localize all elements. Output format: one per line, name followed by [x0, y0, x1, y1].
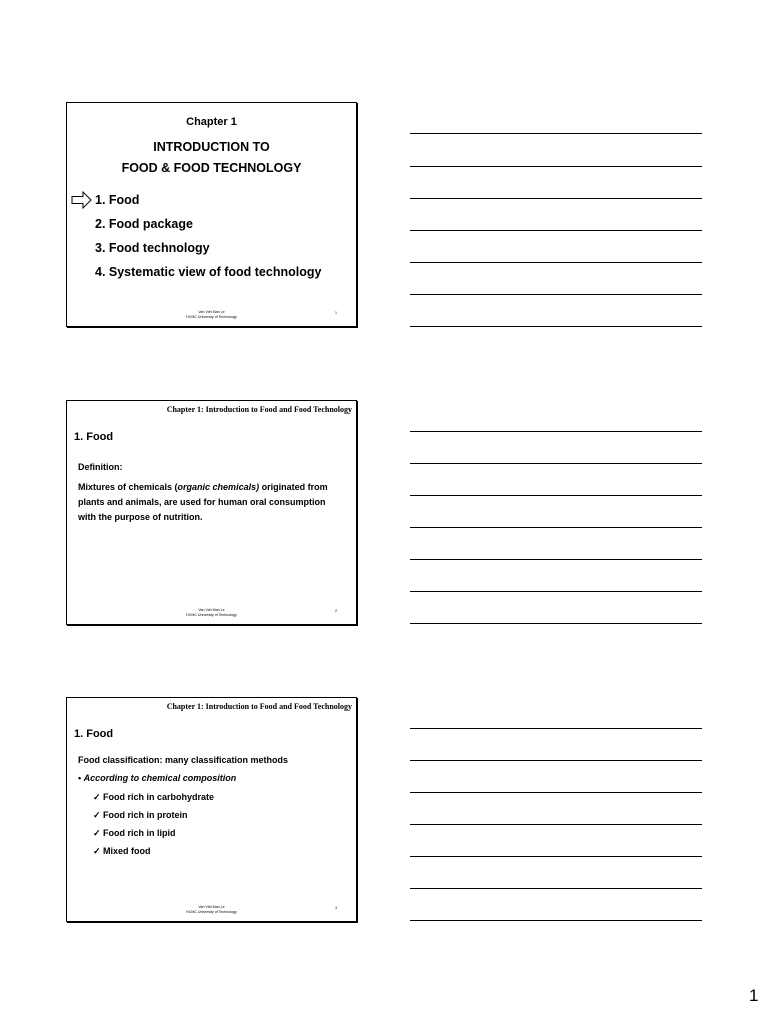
note-line [410, 463, 702, 464]
footer-university: HCMC University of Technology [186, 909, 237, 914]
slide-footer [67, 310, 356, 319]
note-line [410, 133, 702, 134]
note-line [410, 495, 702, 496]
definition-suffix: originated from plants and animals, are used for human oral consumption with the purpose of nutrition. [78, 482, 328, 522]
toc-list [95, 188, 321, 284]
slide-header: Chapter 1: Introduction to Food and Food Technology [166, 405, 352, 414]
right-arrow-icon [71, 191, 92, 209]
section-title: 1. Food [74, 728, 114, 740]
classification-intro: Food classification: many classification methods [78, 755, 289, 765]
definition-block [78, 460, 340, 530]
note-line [410, 824, 702, 825]
note-line [410, 591, 702, 592]
chapter-label: Chapter 1 [186, 116, 237, 128]
slide-1 [66, 102, 357, 327]
note-line [410, 559, 702, 560]
bullet-icon: • [78, 773, 82, 784]
check-item [78, 788, 288, 806]
check-icon: ✓ [93, 809, 101, 820]
check-item-text: Food rich in lipid [103, 828, 176, 839]
footer-author: Van Viet Man Le [198, 310, 225, 314]
classification-list [78, 751, 288, 861]
note-line [410, 326, 702, 327]
section-title: 1. Food [74, 431, 114, 443]
definition-emphasis: organic chemicals) [177, 482, 260, 492]
check-item [78, 824, 288, 842]
footer-author: Van Viet Man Le [198, 608, 225, 612]
check-icon: ✓ [93, 846, 101, 857]
definition-label: Definition: [78, 462, 123, 472]
note-line [410, 760, 702, 761]
slide-number: 3 [335, 906, 337, 910]
toc-item: 3. Food technology [95, 241, 210, 255]
note-line [410, 431, 702, 432]
check-icon: ✓ [93, 791, 101, 802]
chapter-title [67, 137, 356, 179]
note-line [410, 792, 702, 793]
note-line [410, 728, 702, 729]
definition-text [78, 480, 340, 525]
check-icon: ✓ [93, 828, 101, 839]
chapter-title-line2: FOOD & FOOD TECHNOLOGY [121, 161, 302, 175]
slide-header: Chapter 1: Introduction to Food and Food Technology [166, 702, 352, 711]
bullet-text: According to chemical composition [83, 773, 237, 784]
check-item [78, 842, 288, 860]
page-number: 1 [749, 986, 759, 1005]
check-item-text: Food rich in protein [103, 809, 188, 820]
slide-number: 2 [335, 609, 337, 613]
note-line [410, 230, 702, 231]
check-item [78, 806, 288, 824]
check-item-text: Mixed food [103, 846, 151, 857]
footer-university: HCMC University of Technology [186, 314, 237, 319]
note-line [410, 920, 702, 921]
note-line [410, 262, 702, 263]
slide-number: 1 [335, 311, 337, 315]
note-line [410, 623, 702, 624]
note-line [410, 856, 702, 857]
note-line [410, 294, 702, 295]
note-line [410, 166, 702, 167]
definition-prefix: Mixtures of chemicals ( [78, 482, 178, 492]
toc-item: 1. Food [95, 193, 140, 207]
toc-item: 4. Systematic view of food technology [95, 265, 322, 279]
slide-3 [66, 697, 357, 922]
footer-author: Van Viet Man Le [198, 905, 225, 909]
toc-item: 2. Food package [95, 217, 193, 231]
note-line [410, 198, 702, 199]
slide-footer [67, 608, 356, 617]
chapter-title-line1: INTRODUCTION TO [153, 140, 270, 154]
footer-university: HCMC University of Technology [186, 612, 237, 617]
slide-2 [66, 400, 357, 625]
bullet-item [78, 769, 288, 787]
slide-footer [67, 905, 356, 914]
note-line [410, 888, 702, 889]
check-item-text: Food rich in carbohydrate [103, 791, 215, 802]
note-line [410, 527, 702, 528]
